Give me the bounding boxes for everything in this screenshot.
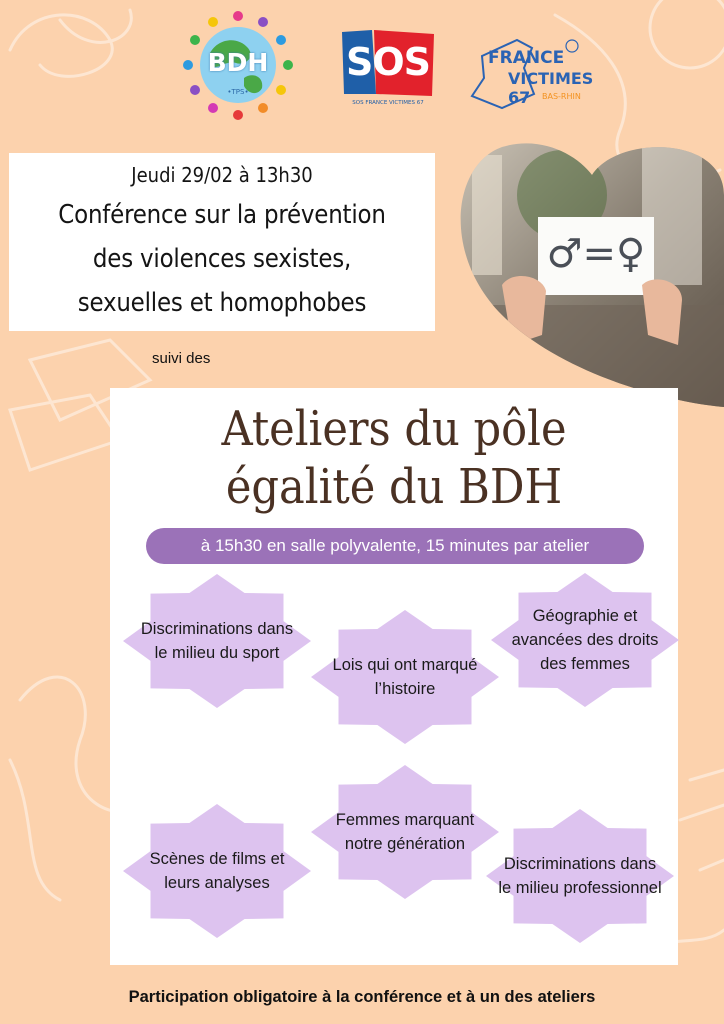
conference-date: Jeudi 29/02 à 13h30 <box>131 163 313 187</box>
conference-title-line: des violences sexistes, <box>92 244 352 274</box>
sos-logo-caption: SOS FRANCE VICTIMES 67 <box>352 100 424 106</box>
sos-logo-name: SOS <box>345 40 431 84</box>
france-victimes-line1: FRANCE <box>488 48 565 68</box>
workshop-label: Géographie et avancées des droits des femmes <box>511 607 659 673</box>
workshop-label: Femmes marquant notre génération <box>335 811 475 853</box>
gender-equality-sign: ♂=♀ <box>546 231 646 277</box>
workshop-badge <box>485 808 675 944</box>
ateliers-title <box>110 400 678 516</box>
ateliers-title-line: Ateliers du pôle <box>221 401 567 457</box>
conference-title-line: sexuelles et homophobes <box>77 288 367 318</box>
workshop-badge <box>122 803 312 939</box>
bdh-logo <box>178 8 298 123</box>
conference-box <box>9 153 435 331</box>
france-victimes-region: BAS-RHIN <box>542 92 581 101</box>
france-victimes-line2: VICTIMES 67 <box>508 69 594 107</box>
conference-title <box>9 193 435 325</box>
workshop-label: Discriminations dans le milieu du sport <box>140 620 294 662</box>
workshop-label: Lois qui ont marqué l’histoire <box>332 656 478 698</box>
workshop-label: Scènes de films et leurs analyses <box>149 850 285 892</box>
workshop-badge <box>122 573 312 709</box>
schedule-pill: à 15h30 en salle polyvalente, 15 minutes par atelier <box>146 528 644 564</box>
connector-text: suivi des <box>152 350 211 367</box>
france-victimes-67-logo <box>462 34 612 114</box>
footer-note: Participation obligatoire à la conférence et à un des ateliers <box>128 988 596 1006</box>
workshop-badge <box>490 572 680 708</box>
bdh-logo-name: BDH <box>207 48 269 77</box>
workshop-badge <box>310 764 500 900</box>
conference-title-line: Conférence sur la prévention <box>58 200 386 230</box>
sos-france-victimes-logo <box>338 28 438 110</box>
ateliers-title-line: égalité du BDH <box>225 459 563 515</box>
workshop-badge <box>310 609 500 745</box>
workshop-label: Discriminations dans le milieu professionnel <box>498 855 662 897</box>
bdh-logo-tagline: •TPS• <box>227 88 249 96</box>
heart-photo <box>442 135 724 407</box>
